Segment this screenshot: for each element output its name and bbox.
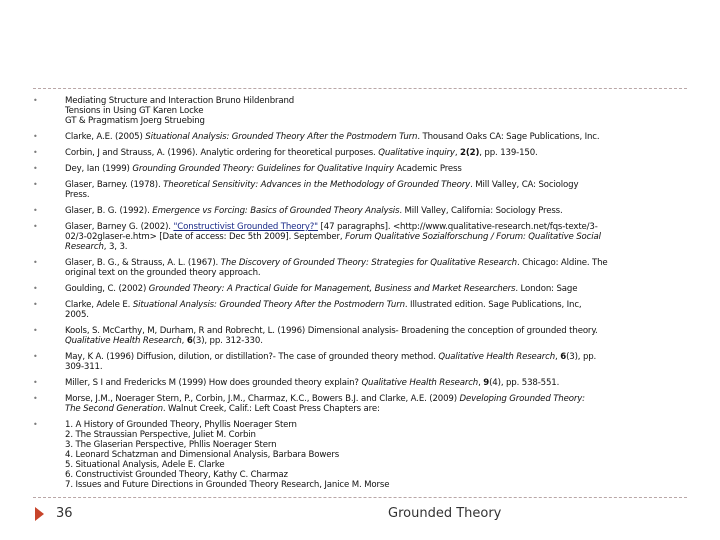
reference-text: . Mill Valley, California: Sociology Press. [399, 206, 563, 216]
reference-text: . London: Sage [515, 284, 578, 294]
reference-text: Academic Press [393, 164, 462, 174]
reference-item [30, 206, 680, 216]
reference-item [30, 180, 680, 200]
reference-text: Glaser, B. G. (1992). [65, 206, 153, 216]
reference-item [30, 164, 680, 174]
reference-text: 309-311. [65, 362, 103, 372]
reference-text: Glaser, B. G., & Strauss, A. L. (1967). [65, 258, 221, 268]
reference-line [65, 222, 680, 232]
bullet-marker: • [33, 96, 38, 105]
reference-line [65, 460, 680, 470]
reference-text: Glaser, Barney G. (2002). [65, 222, 174, 232]
reference-text: 7. Issues and Future Directions in Grounded Theory Research, Janice M. Morse [65, 480, 390, 490]
reference-line [65, 116, 680, 126]
reference-text: Qualitative Health Research [361, 378, 479, 388]
reference-text: , [181, 336, 187, 346]
footer-arrow-icon [35, 507, 44, 521]
reference-text: , [454, 148, 461, 158]
reference-text: 6 [560, 352, 567, 362]
reference-link[interactable]: "Constructivist Grounded Theory?" [173, 222, 318, 232]
reference-text: Situational Analysis: Grounded Theory After the Postmodern Turn [145, 132, 418, 142]
reference-item [30, 378, 680, 388]
reference-text: Miller, S I and Fredericks M (1999) How does grounded theory explain? [65, 378, 362, 388]
reference-line [65, 180, 680, 190]
footer-title: Grounded Theory [388, 506, 502, 521]
reference-item [30, 300, 680, 320]
reference-line [65, 430, 680, 440]
reference-text: 02/3-02glaser-e.htm> [Date of access: Dec 5th 2009]. September, [65, 232, 346, 242]
reference-text: , [478, 378, 484, 388]
reference-text: 3. The Glaserian Perspective, Phllis Noerager Stern [65, 440, 277, 450]
bullet-marker: • [33, 326, 38, 335]
reference-text: Qualitative Health Research [65, 336, 182, 346]
bullet-marker: • [33, 352, 38, 361]
reference-line [65, 404, 680, 414]
reference-line [65, 132, 680, 142]
reference-text: Mediating Structure and Interaction Bruno Hildenbrand [65, 96, 295, 106]
reference-item [30, 132, 680, 142]
reference-item [30, 96, 680, 126]
reference-line [65, 378, 680, 388]
reference-line [65, 310, 680, 320]
reference-text: 1. A History of Grounded Theory, Phyllis Noerager Stern [65, 420, 297, 430]
reference-text: (3), pp. [566, 352, 597, 362]
reference-item [30, 352, 680, 372]
reference-text: . Illustrated edition. Sage Publications, Inc, [404, 300, 582, 310]
reference-line [65, 106, 680, 116]
reference-text: 9 [483, 378, 490, 388]
page-number: 36 [56, 506, 73, 521]
reference-item [30, 420, 680, 490]
reference-item [30, 222, 680, 252]
reference-text: Grounding Grounded Theory: Guidelines for Qualitative Inquiry [132, 164, 394, 174]
reference-text: Clarke, Adele E. [65, 300, 133, 310]
reference-line [65, 336, 680, 346]
reference-text: The Discovery of Grounded Theory: Strategies for Qualitative Research [220, 258, 517, 268]
reference-text: Theoretical Sensitivity: Advances in the Methodology of Grounded Theory [163, 180, 471, 190]
reference-text: 2. The Straussian Perspective, Juliet M. Corbin [65, 430, 256, 440]
reference-text: Clarke, A.E. (2005) [65, 132, 146, 142]
reference-line [65, 394, 680, 404]
reference-text: . Thousand Oaks CA: Sage Publications, Inc. [417, 132, 600, 142]
reference-text: Morse, J.M., Noerager Stern, P., Corbin, J.M., Charmaz, K.C., Bowers B.J. and Clarke, A.E. (2009) [65, 394, 460, 404]
bullet-marker: • [33, 420, 38, 429]
reference-item [30, 326, 680, 346]
bullet-marker: • [33, 300, 38, 309]
reference-text: Kools, S. McCarthy, M, Durham, R and Robrecht, L. (1996) Dimensional analysis- Broadening the conception of grounded theory. [65, 326, 598, 336]
reference-line [65, 326, 680, 336]
reference-line [65, 232, 680, 242]
reference-line [65, 96, 680, 106]
reference-text: 2005. [65, 310, 89, 320]
reference-text: . Chicago: Aldine. The [516, 258, 608, 268]
reference-line [65, 440, 680, 450]
bullet-marker: • [33, 164, 38, 173]
bullet-marker: • [33, 222, 38, 231]
reference-text: original text on the grounded theory approach. [65, 268, 261, 278]
reference-line [65, 470, 680, 480]
reference-list [30, 96, 680, 496]
reference-item [30, 284, 680, 294]
reference-text: Qualitative Health Research [438, 352, 556, 362]
bullet-marker: • [33, 206, 38, 215]
reference-text: Situational Analysis: Grounded Theory After the Postmodern Turn [132, 300, 405, 310]
reference-text: (4), pp. 538-551. [489, 378, 560, 388]
bullet-marker: • [33, 378, 38, 387]
reference-line [65, 362, 680, 372]
bullet-marker: • [33, 148, 38, 157]
reference-text: Qualitative inquiry [378, 148, 455, 158]
reference-text: , 3, 3. [103, 242, 128, 252]
reference-line [65, 420, 680, 430]
reference-text: Dey, Ian (1999) [65, 164, 133, 174]
bullet-marker: • [33, 284, 38, 293]
reference-text: . Mill Valley, CA: Sociology [470, 180, 579, 190]
bullet-marker: • [33, 132, 38, 141]
reference-text: 5. Situational Analysis, Adele E. Clarke [65, 460, 225, 470]
reference-text: The Second Generation [65, 404, 163, 414]
reference-item [30, 394, 680, 414]
reference-text: Grounded Theory: A Practical Guide for Management, Business and Market Researchers [148, 284, 516, 294]
reference-text: . Walnut Creek, Calif.: Left Coast Press Chapters are: [162, 404, 380, 414]
top-dashed-rule [33, 88, 687, 89]
reference-text: Goulding, C. (2002) [65, 284, 149, 294]
reference-line [65, 190, 680, 200]
reference-text: Forum Qualitative Sozialforschung / Forum: Qualitative Social [345, 232, 601, 242]
reference-text: Press. [65, 190, 90, 200]
reference-text: May, K A. (1996) Diffusion, dilution, or distillation?- The case of grounded theory method. [65, 352, 439, 362]
reference-line [65, 148, 680, 158]
reference-text: Corbin, J and Strauss, A. (1996). Analytic ordering for theoretical purposes. [65, 148, 379, 158]
reference-line [65, 268, 680, 278]
reference-text: 6. Constructivist Grounded Theory, Kathy C. Charmaz [65, 470, 288, 480]
reference-line [65, 480, 680, 490]
reference-text: [47 paragraphs]. <http://www.qualitative-research.net/fqs-texte/3- [317, 222, 598, 232]
reference-line [65, 284, 680, 294]
reference-line [65, 258, 680, 268]
reference-item [30, 148, 680, 158]
reference-text: Glaser, Barney. (1978). [65, 180, 164, 190]
reference-text: Emergence vs Forcing: Basics of Grounded Theory Analysis [152, 206, 400, 216]
reference-text: Developing Grounded Theory: [459, 394, 585, 404]
reference-text: (3), pp. 312-330. [192, 336, 263, 346]
reference-line [65, 206, 680, 216]
reference-text: Tensions in Using GT Karen Locke [65, 106, 204, 116]
reference-line [65, 352, 680, 362]
bullet-marker: • [33, 258, 38, 267]
reference-text: 2(2) [460, 148, 480, 158]
bottom-dashed-rule [33, 497, 687, 498]
reference-text: 4. Leonard Schatzman and Dimensional Analysis, Barbara Bowers [65, 450, 340, 460]
reference-line [65, 164, 680, 174]
reference-text: 6 [186, 336, 193, 346]
reference-item [30, 258, 680, 278]
reference-line [65, 242, 680, 252]
reference-text: , [555, 352, 561, 362]
reference-line [65, 450, 680, 460]
reference-text: Research [65, 242, 104, 252]
reference-text: GT & Pragmatism Joerg Struebing [65, 116, 205, 126]
reference-text: , pp. 139-150. [479, 148, 538, 158]
bullet-marker: • [33, 394, 38, 403]
reference-line [65, 300, 680, 310]
bullet-marker: • [33, 180, 38, 189]
